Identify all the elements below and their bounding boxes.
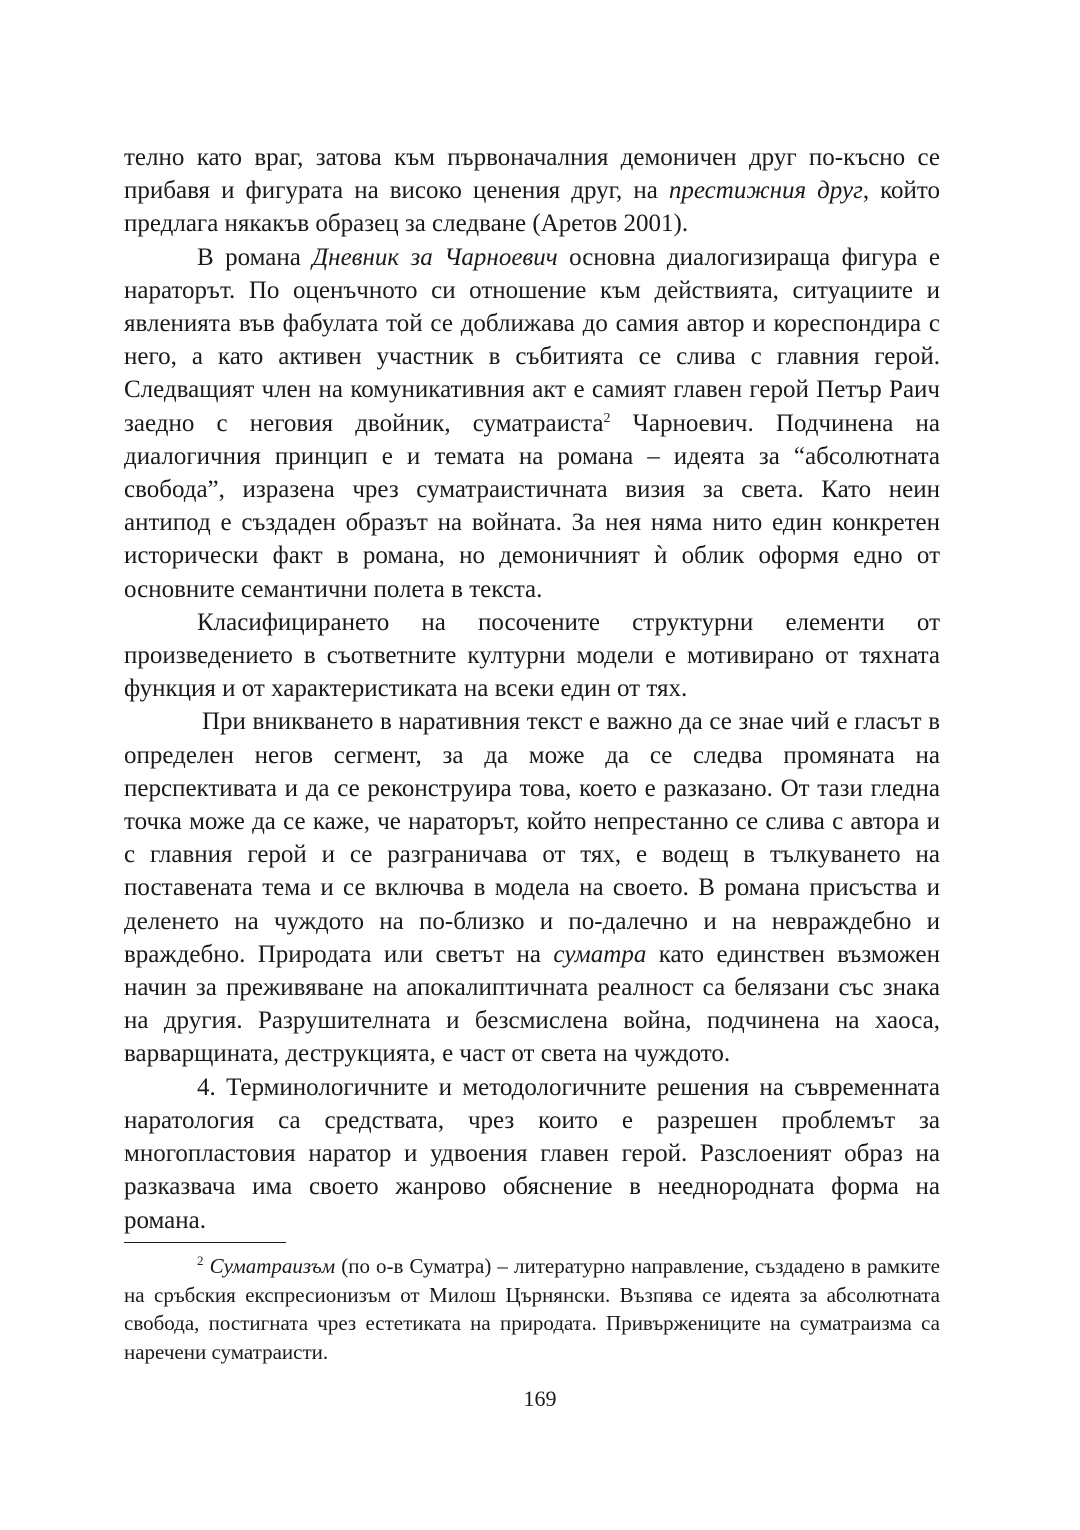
text-run: 4. Терминологичните и методологичните решения на съвременната наратология са средствата, чрез които е разрешен проблемът за многопластовия наратор и удвоения главен герой. Разслоеният образ на разказвача има своето жанрово обяснение в нееднородната форма на романа. — [124, 1073, 940, 1234]
paragraph-4 — [124, 705, 940, 1070]
text-run: телно като враг, затова към първоначалния демоничен друг по-късно се прибавя и фигурата на високо ценения друг, на — [124, 144, 940, 205]
footnotes — [124, 1252, 940, 1366]
footnote-term: Суматраизъм — [209, 1254, 336, 1278]
paragraph-2 — [124, 241, 940, 606]
text-run: Класифицирането на посочените структурни елементи от произведението в съответните културни модели е мотивирано от тяхната функция и от характеристиката на всеки един от тях. — [124, 608, 940, 703]
footnote-text: (по о-в Суматра) – литературно направление, създадено в рамките на сръбския експресионизъм от Милош Църнянски. Възпява се идеята за абсолютната свобода, постигната чрез естетиката на природата. Привържениците на суматраизма са наречени суматраисти. — [124, 1254, 940, 1364]
text-run: При вникването в наративния текст е важно да се знае чий е гласът в определен негов сегмент, за да може да се следва промяната на перспективата и да се реконструира това, което е разказано. От тази гледна точка може да се каже, че нараторът, който непрестанно се слива с автора и с главния герой и се разграничава от тях, е водещ в тълкуването на поставената тема и се включва в модела на своето. В романа присъства и деленето на чуждото на по-близко и по-далечно и на невраждебно и враждебно. Природата или светът на — [124, 708, 940, 968]
text-run: В романа — [197, 243, 313, 271]
paragraph-5 — [124, 1071, 940, 1237]
main-text — [124, 141, 940, 1237]
text-run: основна диалогизираща фигура е нараторът. По оценъчното си отношение към действията, ситуациите и явленията във фабулата той се доближава до самия автор и кореспондира с него, а като активен участник в събитията се слива с главния герой. Следващият член на комуникативния акт е самият главен герой Петър Раич заедно с неговия двойник, суматраиста — [124, 243, 941, 437]
text-run: , който предлага някакъв образец за следване (Аретов 2001). — [124, 177, 940, 238]
italic-term: престижния друг — [668, 177, 863, 205]
text-run: като единствен възможен начин за преживяване на апокалиптичната реалност са белязани със знака на другия. Разрушителната и безсмислена война, подчинена на хаоса, варварщината, деструкцията, е част от света на чуждото. — [124, 940, 940, 1068]
text-run: Чарноевич. Подчинена на диалогичния принцип е и темата на романа – идеята за “абсолютната свобода”, изразена чрез суматраистичната визия за света. Като неин антипод е създаден образът на войната. За нея няма нито един конкретен исторически факт в романа, но демоничният ѝ облик оформя едно от основните семантични полета в текста. — [124, 409, 940, 603]
paragraph-1 — [124, 141, 940, 241]
footnote-divider — [124, 1242, 286, 1243]
italic-term: суматра — [553, 940, 647, 968]
footnote-number: 2 — [197, 1253, 204, 1268]
footnote-2 — [124, 1252, 940, 1366]
footnote-ref[interactable]: 2 — [603, 410, 611, 426]
italic-title: Дневник за Чарноевич — [312, 243, 558, 271]
paragraph-3 — [124, 606, 940, 706]
page-number: 169 — [523, 1386, 557, 1411]
page-body — [124, 141, 940, 1237]
